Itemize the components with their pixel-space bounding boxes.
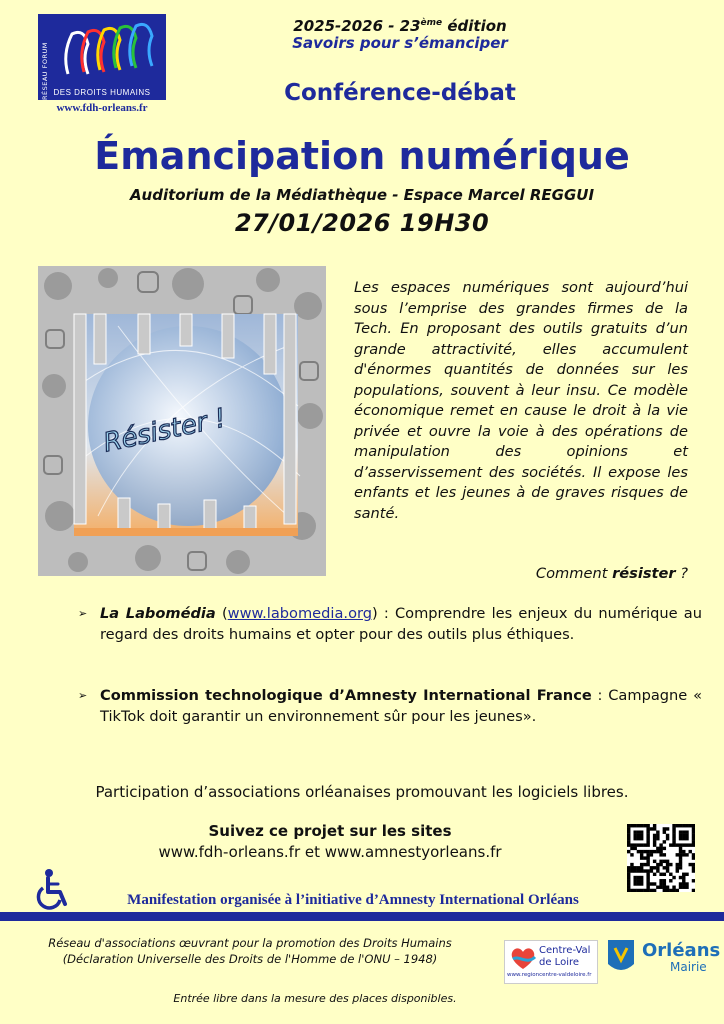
wheelchair-icon [34, 868, 74, 912]
divider [0, 912, 724, 921]
entry-note: Entrée libre dans la mesure des places disponibles. [173, 992, 457, 1005]
region-label: Centre-Val de Loire [539, 945, 591, 968]
edition-line: 2025-2026 - 23ème édition [293, 17, 507, 35]
city-name: Orléans [642, 940, 721, 961]
follow-title: Suivez ce projet sur les sites [208, 822, 452, 840]
bullet-arrow-icon: ➢ [78, 689, 88, 702]
follow-sites[interactable]: www.fdh-orleans.fr et www.amnestyorleans.fr [158, 843, 502, 861]
season-tagline: Savoirs pour s’émanciper [292, 34, 508, 52]
fdh-logo [38, 14, 166, 114]
question-line: Comment résister ? [535, 565, 688, 582]
logo-side-text: RÉSEAU FORUM [41, 42, 49, 100]
region-site: www.regioncentre-valdeloire.fr [507, 972, 592, 978]
event-datetime: 27/01/2026 19H30 [234, 209, 490, 237]
network-line-2: (Déclaration Universelle des Droits de l'Homme de l'ONU – 1948) [62, 952, 438, 966]
intro-paragraph: Les espaces numériques sont aujourd’hui sous l’emprise des grandes firmes de la Tech. En proposant des outils gratuits d’un grande attractivité, elles accumulent d'énormes quantités de données sur les populations, souvent à leur insu. Ce modèle économique remet en cause le droit à la vie privée et ouvre la voie à des opérations de manipulation des opinions et d’asservissement des sociétés. Il expose les enfants et les jeunes à de graves risques de santé. [354, 279, 688, 522]
resister-stamp: Résister ! [100, 403, 229, 459]
event-title: Émancipation numérique [94, 134, 630, 178]
city-sub: Mairie [670, 960, 707, 974]
speaker-name: Commission technologique d’Amnesty International France [100, 687, 592, 704]
illustration [38, 266, 326, 576]
event-kind: Conférence-débat [284, 80, 516, 106]
participation-line: Participation d’associations orléanaises promouvant les logiciels libres. [95, 783, 629, 801]
region-logo [504, 940, 598, 984]
logo-tagline: DES DROITS HUMAINS [53, 88, 151, 97]
network-line-1: Réseau d'associations œuvrant pour la promotion des Droits Humains [48, 936, 452, 950]
qr-code[interactable] [627, 824, 695, 892]
bullet-arrow-icon: ➢ [78, 607, 88, 620]
logo-url[interactable]: www.fdh-orleans.fr [56, 102, 148, 114]
event-venue: Auditorium de la Médiathèque - Espace Marcel REGGUI [129, 186, 595, 204]
labomedia-link[interactable]: www.labomedia.org [227, 605, 372, 622]
orleans-logo [604, 938, 721, 978]
organizer-line: Manifestation organisée à l’initiative d’Amnesty International Orléans [127, 892, 579, 908]
speaker-name: La Labomédia [100, 605, 216, 622]
